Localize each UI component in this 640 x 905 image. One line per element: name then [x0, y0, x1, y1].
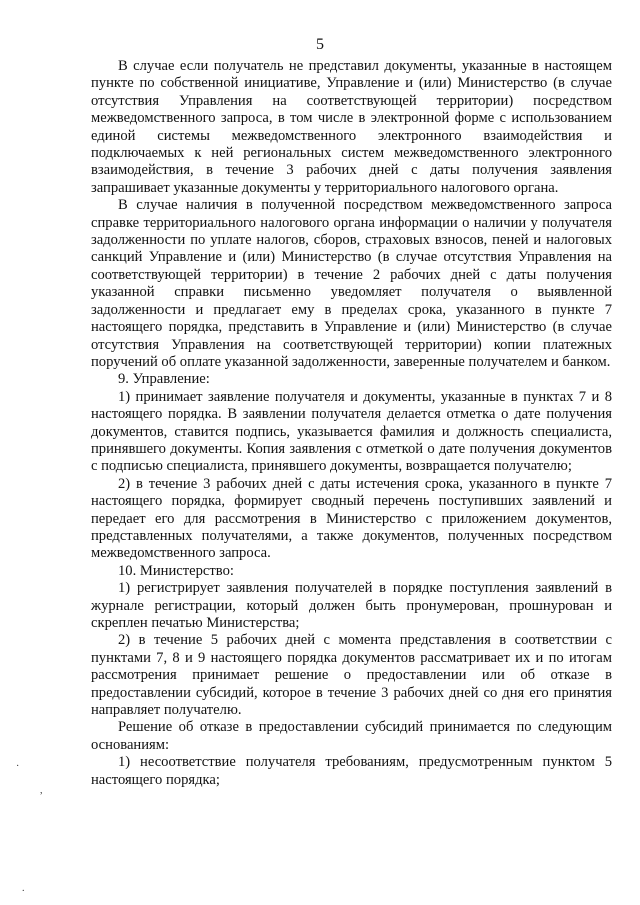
- paragraph-9-2: 2) в течение 3 рабочих дней с даты истечения срока, указанного в пункте 7 настоящего порядка, формирует сводный перечень поступивших заявлений и передает его для рассмотрения в Министерство с приложением документов, представленных получателями, а также документов, полученных посредством межведомственного запроса.: [91, 475, 612, 562]
- paragraph-ground-1: 1) несоответствие получателя требованиям, предусмотренным пунктом 5 настоящего порядка;: [91, 754, 612, 788]
- section-heading-9: 9. Управление:: [118, 371, 210, 388]
- page-number: 5: [316, 36, 324, 53]
- scan-speck: ,: [40, 785, 43, 796]
- paragraph-10-1: 1) регистрирует заявления получателей в порядке поступления заявлений в журнале регистрации, который должен быть пронумерован, прошнурован и скреплен печатью Министерства;: [91, 580, 612, 631]
- section-heading-10: 10. Министерство:: [118, 562, 234, 579]
- paragraph-10-2: 2) в течение 5 рабочих дней с момента представления в соответствии с пунктами 7, 8 и 9 настоящего порядка документов рассматривает их и по итогам рассмотрения принимает решение о предоставлении или об отказе в предоставлении субсидий, которое в течение 3 рабочих дней со дня его принятия направляет получателю.: [91, 632, 612, 719]
- paragraph-refusal-grounds: Решение об отказе в предоставлении субсидий принимается по следующим основаниям:: [91, 719, 612, 753]
- paragraph-9-1: 1) принимает заявление получателя и документы, указанные в пунктах 7 и 8 настоящего порядка. В заявлении получателя делается отметка о дате получения документов, ставится подпись, указывается фамилия и должность специалиста, принявшего документы. Копия заявления с отметкой о дате получения документов с подписью специалиста, принявшего документы, возвращается получателю;: [91, 388, 612, 475]
- scan-speck: .: [22, 883, 25, 894]
- paragraph-tax-debt: В случае наличия в полученной посредством межведомственного запроса справке территориального налогового органа информации о наличии у получателя задолженности по уплате налогов, сборов, страховых взносов, пеней и налоговых санкций Управление и (или) Министерство (в случае отсутствия Управления на соответствующей территории) в течение 2 рабочих дней с даты получения указанной справки письменно уведомляет получателя о выявленной задолженности и предлагает ему в пределах срока, указанного в пункте 7 настоящего порядка, представить в Управление и (или) Министерство (в случае отсутствия Управления на соответствующей территории) копии платежных поручений об оплате указанной задолженности, заверенные получателем и банком.: [91, 197, 612, 370]
- scan-speck: ·: [16, 761, 20, 772]
- paragraph-tax-request: В случае если получатель не представил документы, указанные в настоящем пункте по собственной инициативе, Управление и (или) Министерство (в случае отсутствия Управления на соответствующей территории) посредством межведомственного запроса, в том числе в электронной форме с использованием единой системы межведомственного электронного взаимодействия и подключаемых к ней региональных систем межведомственного электронного взаимодействия, в течение 3 рабочих дней с даты получения заявления запрашивает указанные документы у территориального налогового органа.: [91, 58, 612, 196]
- document-body: [91, 58, 612, 789]
